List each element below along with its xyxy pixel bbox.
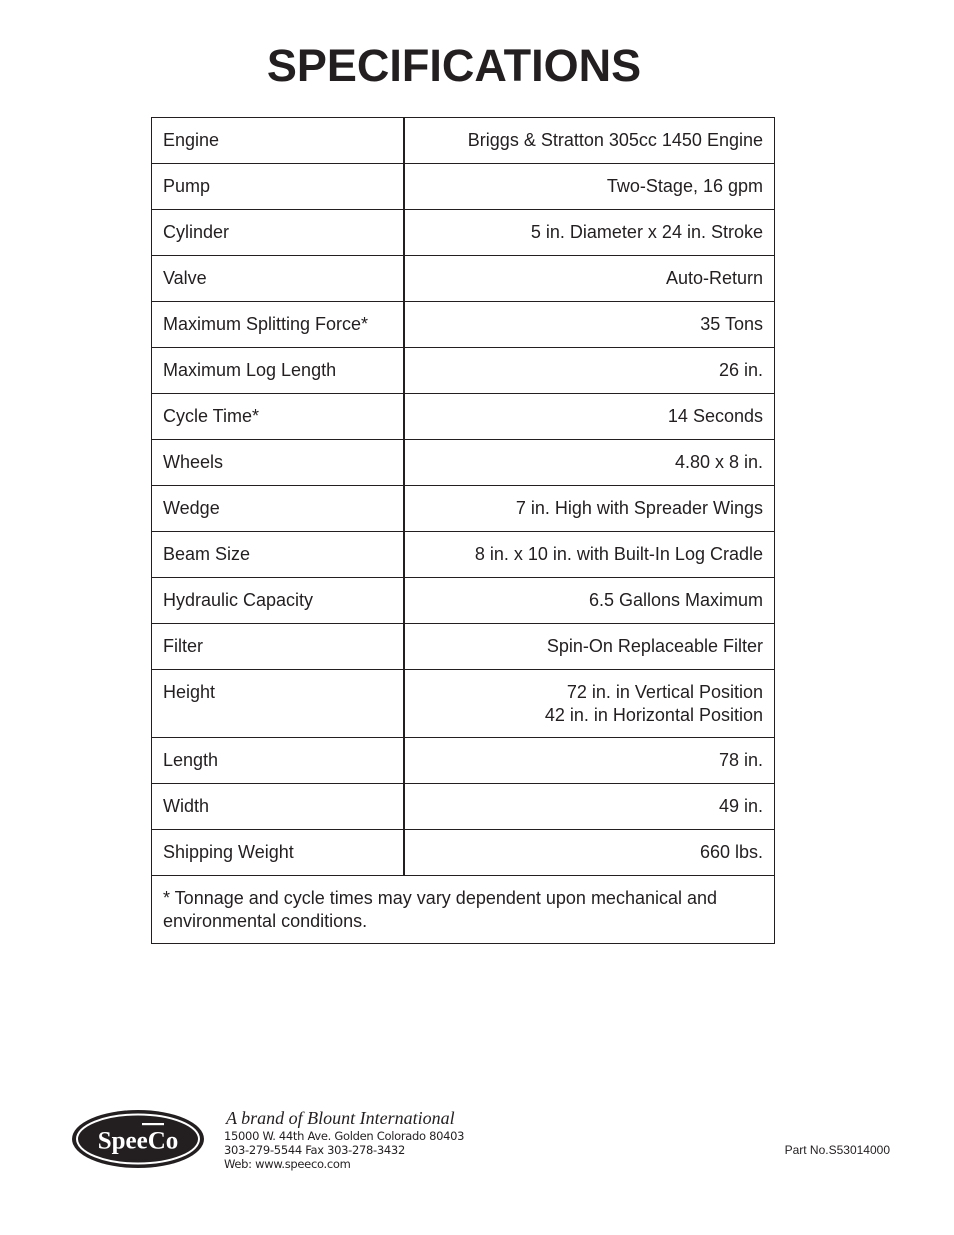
table-row — [152, 302, 775, 348]
spec-value: 8 in. x 10 in. with Built-In Log Cradle — [404, 532, 775, 578]
spec-value: Spin-On Replaceable Filter — [404, 624, 775, 670]
spec-value: Two-Stage, 16 gpm — [404, 164, 775, 210]
footnote-row — [152, 876, 775, 944]
table-row — [152, 440, 775, 486]
part-number: Part No.S53014000 — [784, 1143, 890, 1157]
spec-value: 78 in. — [404, 738, 775, 784]
page-title: SPECIFICATIONS — [266, 40, 642, 91]
brand-tagline: A brand of Blount International — [226, 1108, 455, 1128]
spec-label: Pump — [152, 164, 405, 210]
specifications-table — [151, 117, 775, 944]
spec-value: 5 in. Diameter x 24 in. Stroke — [404, 210, 775, 256]
table-row — [152, 348, 775, 394]
spec-value: Auto-Return — [404, 256, 775, 302]
table-row — [152, 164, 775, 210]
spec-label: Hydraulic Capacity — [152, 578, 405, 624]
company-phone: 303-279-5544 Fax 303-278-3432 — [224, 1143, 405, 1157]
spec-value: 35 Tons — [404, 302, 775, 348]
spec-label: Cylinder — [152, 210, 405, 256]
spec-value-line: 42 in. in Horizontal Position — [544, 705, 763, 725]
table-row — [152, 486, 775, 532]
table-row — [152, 256, 775, 302]
company-website[interactable]: Web: www.speeco.com — [224, 1157, 351, 1171]
spec-value — [404, 670, 775, 738]
spec-label: Width — [152, 784, 405, 830]
spec-value: 26 in. — [404, 348, 775, 394]
footnote: * Tonnage and cycle times may vary dependent upon mechanical and environmental conditions. — [152, 876, 775, 944]
spec-value: 49 in. — [404, 784, 775, 830]
spec-value: 7 in. High with Spreader Wings — [404, 486, 775, 532]
spec-label: Wedge — [152, 486, 405, 532]
spec-value: 6.5 Gallons Maximum — [404, 578, 775, 624]
spec-label: Length — [152, 738, 405, 784]
table-row — [152, 210, 775, 256]
spec-label: Maximum Splitting Force* — [152, 302, 405, 348]
table-row — [152, 118, 775, 164]
logo-text: SpeeCo — [97, 1127, 179, 1155]
spec-value: Briggs & Stratton 305cc 1450 Engine — [404, 118, 775, 164]
table-row — [152, 670, 775, 738]
spec-label: Valve — [152, 256, 405, 302]
table-row — [152, 532, 775, 578]
spec-label: Beam Size — [152, 532, 405, 578]
company-address: 15000 W. 44th Ave. Golden Colorado 80403 — [224, 1129, 465, 1143]
spec-label: Cycle Time* — [152, 394, 405, 440]
spec-label: Engine — [152, 118, 405, 164]
table-row — [152, 830, 775, 876]
speeco-logo — [70, 1108, 206, 1170]
table-row — [152, 784, 775, 830]
table-row — [152, 624, 775, 670]
spec-label: Wheels — [152, 440, 405, 486]
table-row — [152, 738, 775, 784]
spec-value: 4.80 x 8 in. — [404, 440, 775, 486]
table-row — [152, 394, 775, 440]
spec-label: Shipping Weight — [152, 830, 405, 876]
table-row — [152, 578, 775, 624]
spec-value: 660 lbs. — [404, 830, 775, 876]
spec-label: Height — [152, 670, 405, 738]
spec-value: 14 Seconds — [404, 394, 775, 440]
spec-value-line: 72 in. in Vertical Position — [566, 682, 763, 702]
spec-label: Maximum Log Length — [152, 348, 405, 394]
spec-label: Filter — [152, 624, 405, 670]
